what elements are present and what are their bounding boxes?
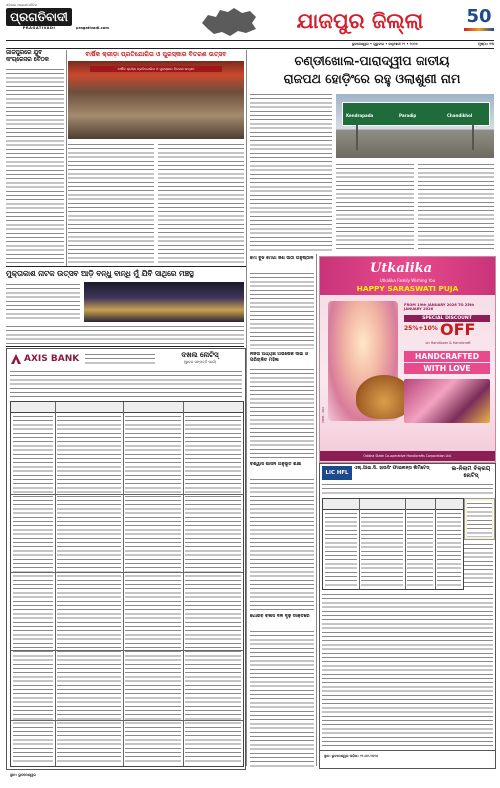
logo-text: ପ୍ରଗତିବାଦୀ — [6, 8, 72, 26]
highway-sign-photo — [336, 94, 494, 158]
utkalika-handcrafted: HANDCRAFTED — [404, 351, 490, 362]
left-story-body — [6, 67, 64, 265]
sign-label-1: Kendrapada — [346, 113, 374, 118]
drama-headline: ମୁକ୍ତାକାଶ ନାଟକ ଉତ୍ସବ ଆଡ଼ି ବନ୍ଧୁ ବାନ୍ଧି ମୁଁ ଯିବି ସାଥିରେ ମଞ୍ଚସ୍ଥ — [6, 269, 194, 278]
axis-notice-table — [10, 401, 244, 767]
right-footer: ସ୍ଥାନ: ଭୁବନେଶ୍ୱର ତାରିଖ: ୨୨.୦୧.୨୦୨୬ — [324, 754, 379, 758]
center-headline-3: ବିଶ୍ୱାସ ଶାସନ ଅନୁଭୂତି ଶିକ୍ଷା — [250, 462, 302, 467]
lic-hfl-table — [322, 498, 464, 590]
utkalika-discount: 25%+10% — [404, 325, 438, 332]
sports-body-1 — [68, 142, 154, 266]
stage-banner: ବାର୍ଷିକ କ୍ରୀଡ଼ା ପ୍ରତିଯୋଗିତା ଓ ପୁରସ୍କାର ବିତରଣ ଉତ୍ସବ — [90, 66, 222, 72]
center-headline-1: ମୋ ବୁଝି ମେଗା ଜଣ ଉଠା ଅନୁଷ୍ଠାନ — [250, 256, 314, 261]
logo — [6, 8, 72, 30]
drama-photo — [84, 282, 244, 322]
lead-body-3 — [336, 162, 414, 252]
sign-label-2: Paradip — [399, 113, 417, 118]
utkalika-dates: FROM 19th JANUARY 2026 TO 25th JANUARY 2026 — [404, 303, 475, 312]
lic-hfl-title: ଏଲ୍.ଆଇ.ସି. ହାଉସିଂ ଫାଇନାନ୍ସ ଲିମିଟେଡ୍ — [354, 466, 430, 471]
utkalika-brand: Utkalika — [370, 261, 433, 276]
center-body-4 — [250, 629, 314, 767]
page-label: ପୃଷ୍ଠା: ୧୩ — [478, 42, 494, 46]
center-body-1 — [250, 271, 314, 349]
axis-notice-sub: (ସ୍ଥାବର ସମ୍ପତ୍ତି ପାଇଁ) — [183, 360, 217, 364]
sports-photo — [68, 61, 244, 139]
anniversary-number: 50 — [466, 6, 492, 27]
left-story-headline: ଜାଜପୁରରେ ଯୁବ କଂଗ୍ରେସର ବୈଠକ — [6, 50, 49, 63]
sports-body-2 — [158, 142, 244, 266]
lic-hfl-logo — [322, 466, 352, 480]
utkalika-code: OIPR - 482 — [321, 407, 325, 423]
drama-body-1 — [6, 282, 80, 322]
axis-bank-notice — [6, 348, 246, 770]
lead-body-4 — [418, 162, 494, 252]
center-body-2 — [250, 367, 314, 459]
center-headline-4: ଗୋରିବ ବିଳାସ ଦଳ ଦୃଢ଼ ଡାକ୍ତରେ — [250, 614, 310, 619]
lic-hfl-logo-text: LIC HFL — [325, 470, 349, 476]
sports-banner: ବାର୍ଷିକ କ୍ରୀଡ଼ା ପ୍ରତିଯୋଗିତା ଓ ପୁରସ୍କାର ବିତରଣ ଉତ୍ସବ — [68, 50, 244, 60]
masthead-tagline: ଓଡ଼ିଶାର ଅଗ୍ରଣୀ ଦୈନିକ — [6, 3, 37, 7]
axis-logo-icon — [10, 353, 22, 365]
district-map-icon — [198, 5, 260, 39]
district-title: ଯାଜପୁର ଜିଲ୍ଲା — [296, 8, 424, 33]
lead-headline-line2: ରାଜପଥ ହୋଡ଼ିଂରେ ରହୁ ଓଲାଶୁଣୀ ନାମ — [283, 71, 461, 86]
axis-bank-name: AXIS BANK — [24, 354, 80, 364]
axis-notice-title: ଦଖଲ ନୋଟିସ୍ — [181, 351, 219, 359]
utkalika-footer: Odisha State Co-operative Handicrafts Corporation Ltd. — [320, 451, 495, 461]
logo-latin: PRAGATIVADI — [22, 26, 56, 30]
drama-body-2 — [6, 324, 244, 344]
website: pragativadi.com — [76, 26, 109, 30]
anniversary-badge — [464, 6, 494, 34]
lic-hfl-side-title: ଇ-ନିଲାମ ବିକ୍ରୟ ନୋଟିସ୍ — [451, 466, 491, 479]
lead-headline-line1: ଚଣ୍ଡୀଖୋଲ-ପାରାଦ୍ୱୀପ ଜାତୀୟ — [294, 53, 450, 68]
center-body-3 — [250, 477, 314, 611]
axis-bank-logo — [10, 352, 80, 366]
lic-hfl-notice — [319, 463, 496, 769]
utkalika-special: SPECIAL DISCOUNT — [404, 315, 490, 322]
handloom-products — [404, 379, 490, 423]
utkalika-title: HAPPY SARASWATI PUJA — [356, 284, 459, 293]
date-line: ଭୁବନେଶ୍ୱର • ଗୁରୁବାର • ଜାନୁଆରୀ ୨୨ • ୨୦୨୬ — [352, 42, 418, 46]
utkalika-off-sub: on Handloom & Handicraft — [425, 341, 471, 345]
lead-body-1 — [250, 92, 332, 252]
utkalika-with-love: WITH LOVE — [404, 363, 490, 374]
utkalika-ad — [319, 256, 496, 463]
left-footer: ସ୍ଥାନ: ଭୁବନେଶ୍ୱର — [10, 773, 36, 777]
utkalika-off: OFF — [440, 320, 476, 339]
utkalika-wish: Utkalika Family Wishing You — [379, 278, 436, 283]
sign-label-3: Chandikhol — [447, 113, 473, 118]
center-headline-2: ନିଜିତା ଅଧ୍ୟକ୍ଷ ଅଭିଷେକ ସାଇ ଓ ପରିଚାଳିତ ମହିଳା — [250, 352, 308, 363]
